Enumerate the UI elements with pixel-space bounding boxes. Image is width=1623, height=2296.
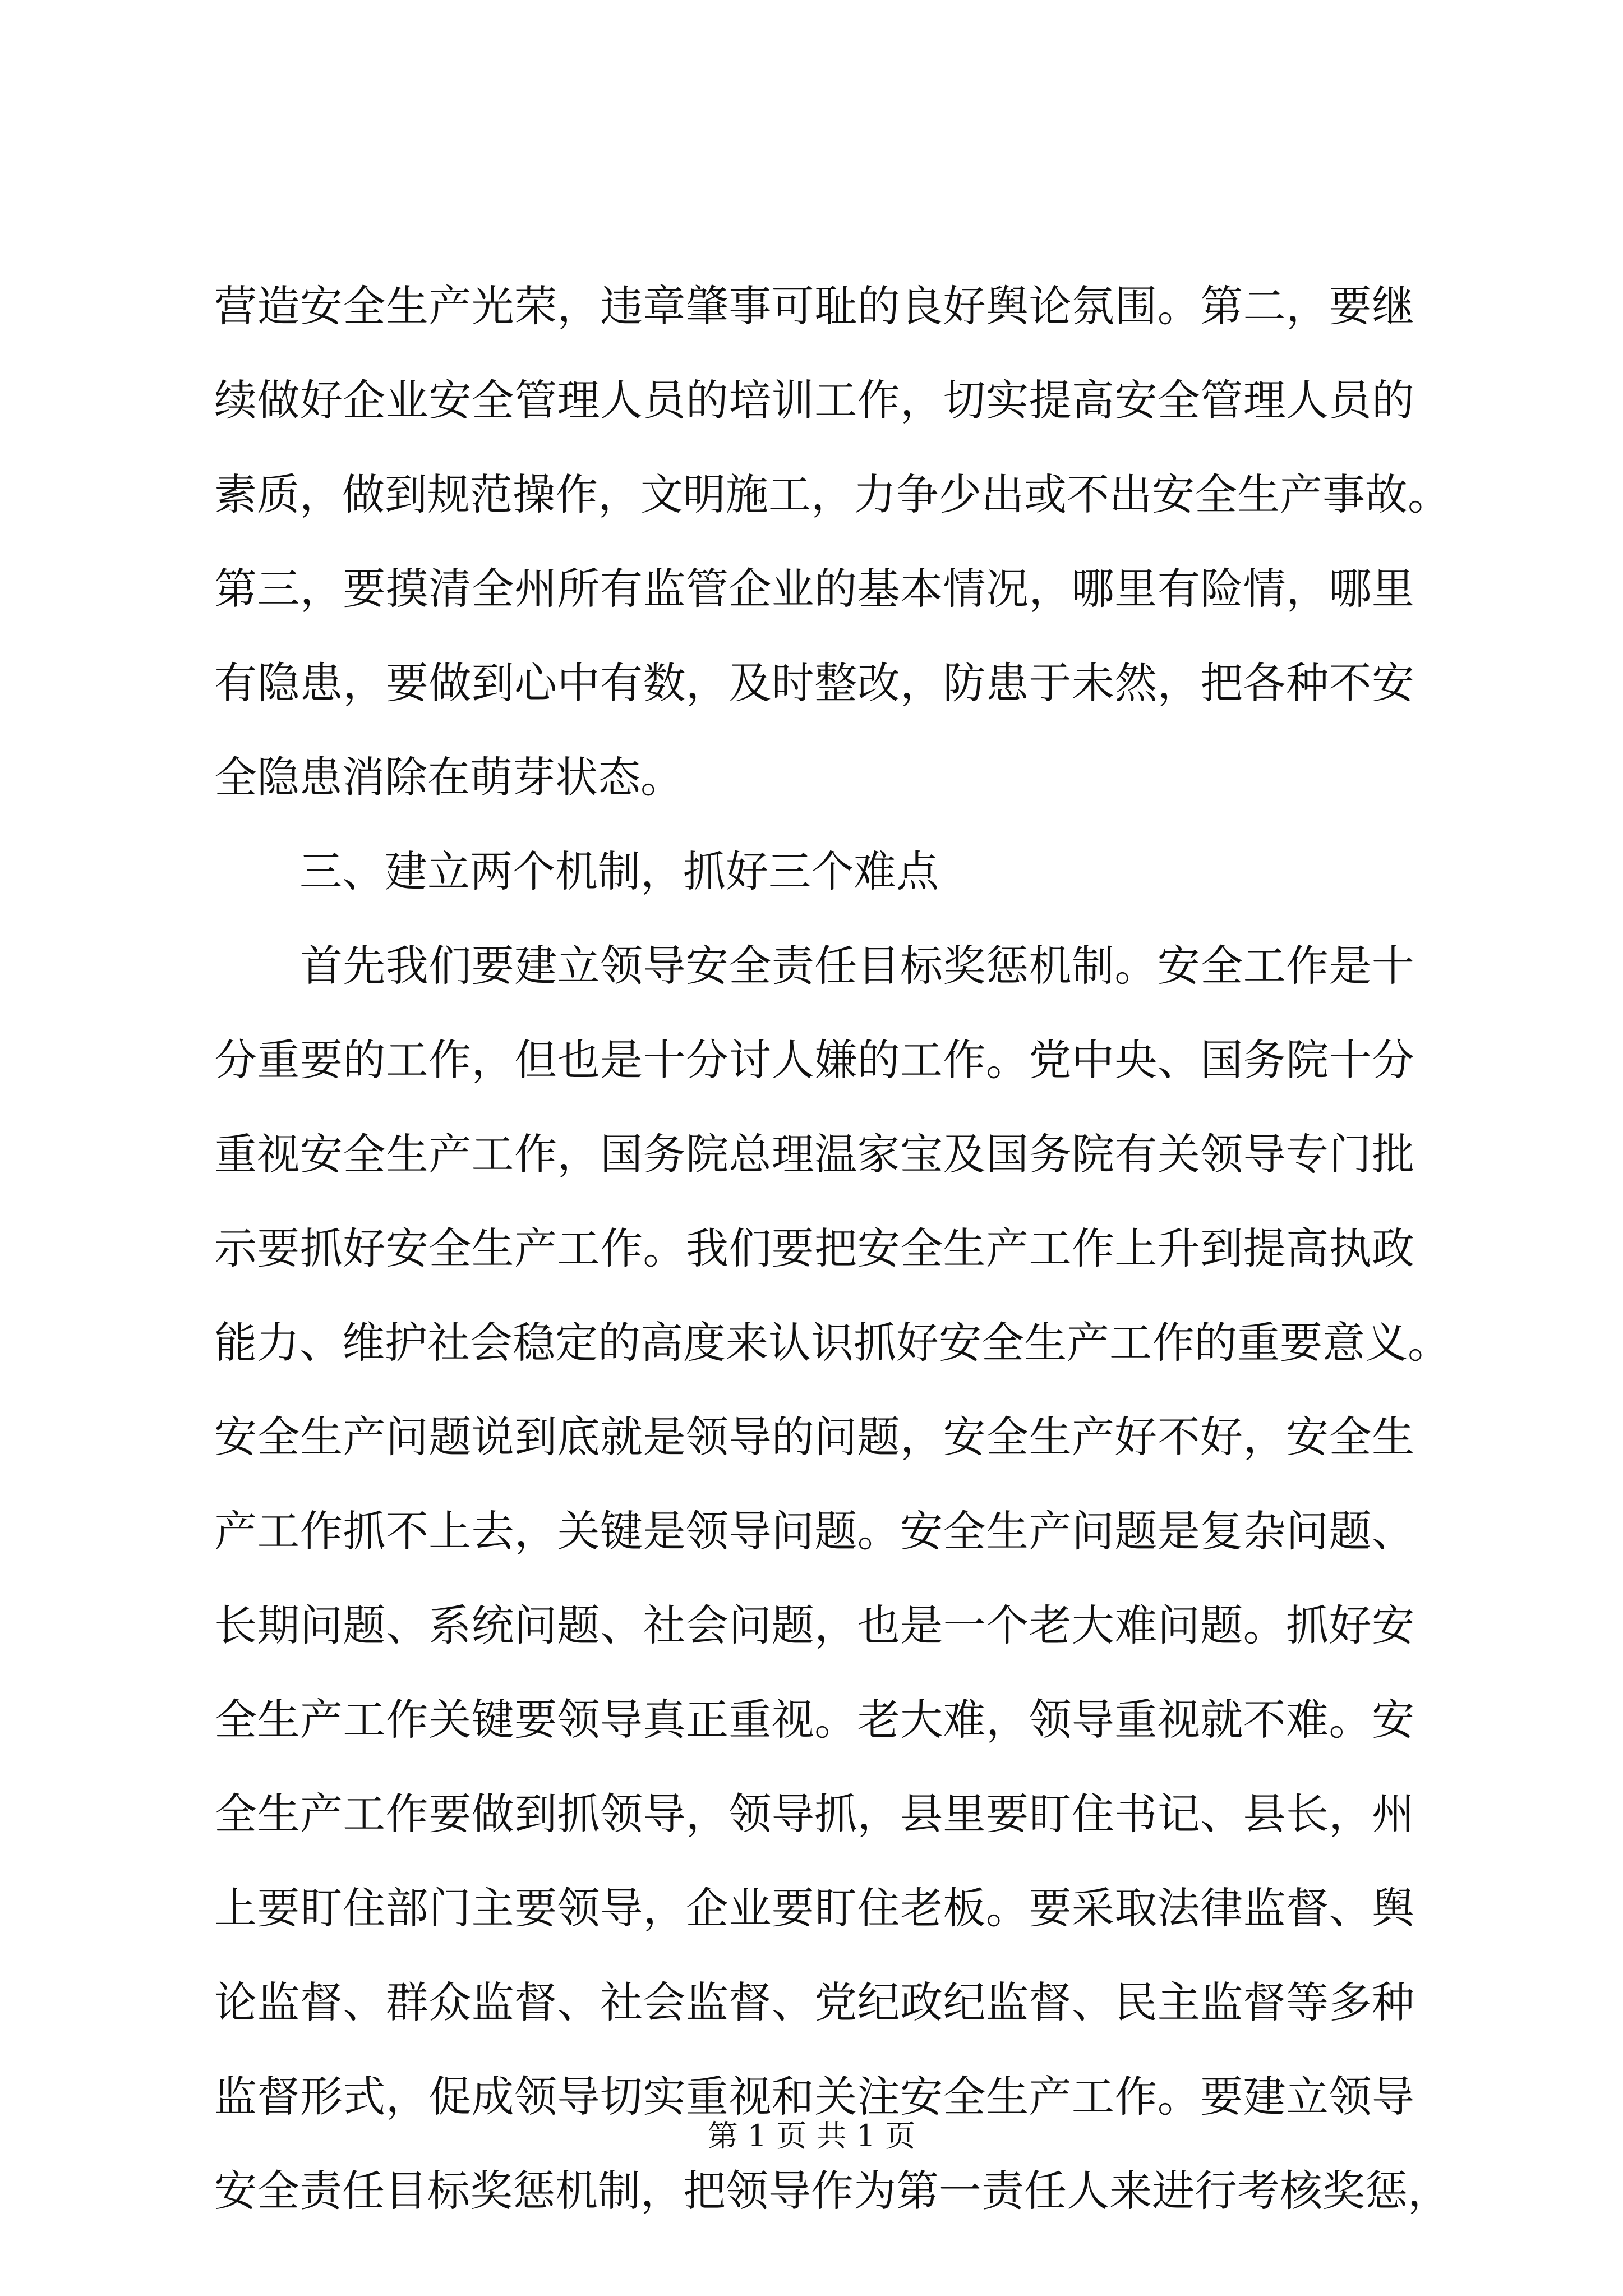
text-line: 三、建立两个机制，抓好三个难点 [214,846,939,896]
text-line: 素质，做到规范操作，文明施工，力争少出或不出安全生产事故。 [214,470,1450,519]
page-footer: 第 1 页 共 1 页 [707,2118,916,2154]
text-line: 首先我们要建立领导安全责任目标奖惩机制。安全工作是十 [214,941,1414,991]
text-line: 上要盯住部门主要领导，企业要盯住老板。要采取法律监督、舆 [214,1883,1414,1933]
text-line: 安全生产问题说到底就是领导的问题，安全生产好不好，安全生 [214,1412,1414,1462]
text-line: 全生产工作关键要领导真正重视。老大难，领导重视就不难。安 [214,1695,1414,1745]
text-line: 续做好企业安全管理人员的培训工作，切实提高安全管理人员的 [214,375,1414,425]
text-line: 分重要的工作，但也是十分讨人嫌的工作。党中央、国务院十分 [214,1035,1414,1085]
body-text [214,259,1450,2238]
text-line: 产工作抓不上去，关键是领导问题。安全生产问题是复杂问题、 [214,1506,1414,1556]
text-line: 示要抓好安全生产工作。我们要把安全生产工作上升到提高执政 [214,1223,1414,1273]
text-line: 长期问题、系统问题、社会问题，也是一个老大难问题。抓好安 [214,1600,1414,1650]
text-line: 营造安全生产光荣，违章肇事可耻的良好舆论氛围。第二，要继 [214,281,1414,331]
text-line: 安全责任目标奖惩机制，把领导作为第一责任人来进行考核奖惩， [214,2166,1450,2216]
text-line: 全生产工作要做到抓领导，领导抓，县里要盯住书记、县长，州 [214,1789,1414,1839]
text-line: 能力、维护社会稳定的高度来认识抓好安全生产工作的重要意义。 [214,1318,1450,1368]
text-line: 论监督、群众监督、社会监督、党纪政纪监督、民主监督等多种 [214,1977,1414,2027]
text-line: 全隐患消除在萌芽状态。 [214,752,683,802]
text-line: 第三，要摸清全州所有监管企业的基本情况，哪里有险情，哪里 [214,564,1414,614]
text-line: 重视安全生产工作，国务院总理温家宝及国务院有关领导专门批 [214,1129,1414,1179]
text-line: 有隐患，要做到心中有数，及时整改，防患于未然，把各种不安 [214,658,1414,708]
text-line: 监督形式，促成领导切实重视和关注安全生产工作。要建立领导 [214,2072,1414,2122]
